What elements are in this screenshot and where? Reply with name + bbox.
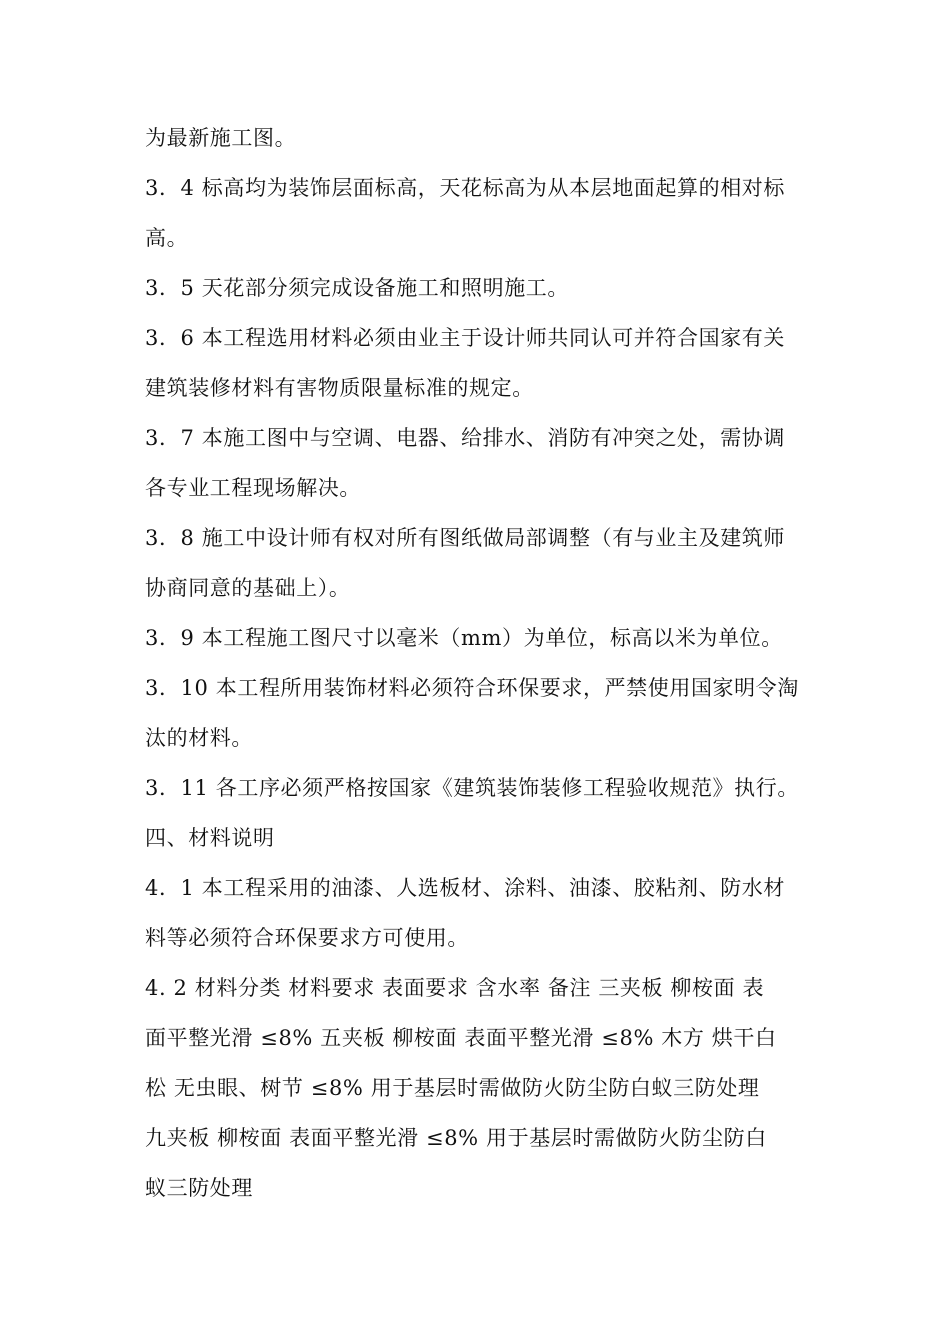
text-line: 为最新施工图。: [145, 126, 297, 150]
text-line: 3．6 本工程选用材料必须由业主于设计师共同认可并符合国家有关: [145, 326, 785, 350]
document-body: [145, 113, 825, 1213]
text-line: 3．7 本施工图中与空调、电器、给排水、消防有冲突之处，需协调: [145, 426, 785, 450]
text-line: 3．10 本工程所用装饰材料必须符合环保要求，严禁使用国家明令淘: [145, 676, 799, 700]
text-line: 4. 2 材料分类 材料要求 表面要求 含水率 备注 三夹板 柳桉面 表: [145, 976, 765, 1000]
text-line: 3．5 天花部分须完成设备施工和照明施工。: [145, 276, 569, 300]
text-line: 3．9 本工程施工图尺寸以毫米（mm）为单位，标高以米为单位。: [145, 626, 783, 650]
text-line: 各专业工程现场解决。: [145, 476, 361, 500]
text-line: 3．11 各工序必须严格按国家《建筑装饰装修工程验收规范》执行。: [145, 776, 799, 800]
text-line: 建筑装修材料有害物质限量标准的规定。: [145, 376, 534, 400]
text-line: 高。: [145, 226, 189, 250]
text-line: 料等必须符合环保要求方可使用。: [145, 926, 469, 950]
text-line: 3．4 标高均为装饰层面标高，天花标高为从本层地面起算的相对标: [145, 176, 785, 200]
text-line: 协商同意的基础上）。: [145, 576, 351, 600]
text-line: 蚁三防处理: [145, 1176, 253, 1200]
text-line: 松 无虫眼、树节 ≤8% 用于基层时需做防火防尘防白蚁三防处理: [145, 1076, 760, 1100]
text-line: 汰的材料。: [145, 726, 253, 750]
text-line: 九夹板 柳桉面 表面平整光滑 ≤8% 用于基层时需做防火防尘防白: [145, 1126, 767, 1150]
section-heading: 四、材料说明: [145, 826, 275, 850]
text-line: 面平整光滑 ≤8% 五夹板 柳桉面 表面平整光滑 ≤8% 木方 烘干白: [145, 1026, 777, 1050]
text-line: 3．8 施工中设计师有权对所有图纸做局部调整（有与业主及建筑师: [145, 526, 785, 550]
text-line: 4．1 本工程采用的油漆、人选板材、涂料、油漆、胶粘剂、防水材: [145, 876, 785, 900]
